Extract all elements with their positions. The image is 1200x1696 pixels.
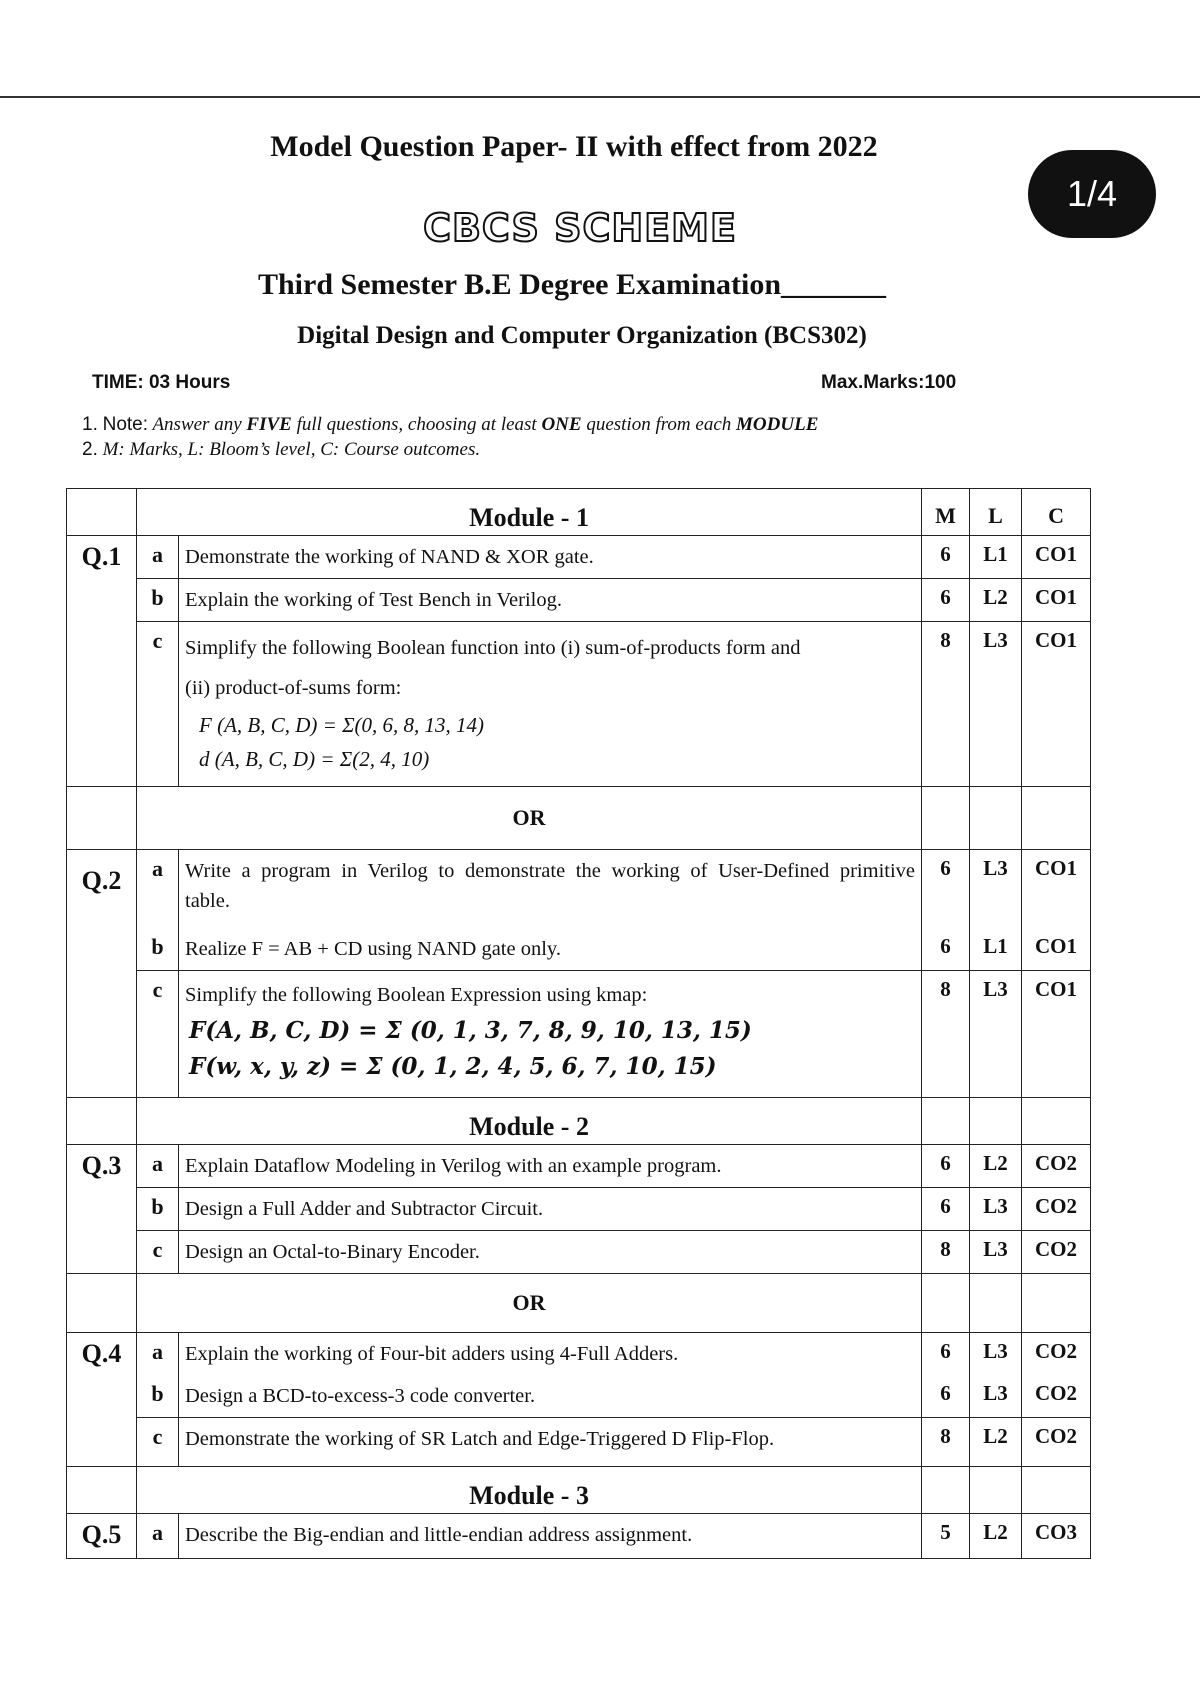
course-outcome: CO2 [1022,1333,1091,1376]
empty-cell [970,1274,1022,1333]
module-header-row [67,1467,1091,1514]
subquestion-letter: b [137,579,179,622]
course-outcome: CO1 [1022,922,1091,971]
marks: 6 [922,1375,970,1418]
max-marks: Max.Marks:100 [821,372,957,393]
marks: 8 [922,1418,970,1467]
question-row [67,850,1091,923]
marks: 6 [922,579,970,622]
subquestion-letter: b [137,1375,179,1418]
exam-duration: TIME: 03 Hours [92,372,231,393]
question-text: Write a program in Verilog to demonstrate the working of User-Defined primitive table. [179,850,922,923]
question-row [67,1231,1091,1274]
question-text: Simplify the following Boolean Expression using kmap: [185,984,648,1006]
module-header-row [67,489,1091,536]
question-row [67,1418,1091,1467]
subquestion-letter: a [137,1333,179,1376]
note-text: Answer any [152,414,242,435]
top-rule [0,96,1200,98]
marks: 8 [922,971,970,1098]
course-outcome: CO2 [1022,1188,1091,1231]
empty-cell [67,1098,137,1145]
question-row [67,1333,1091,1376]
blooms-level: L3 [970,1333,1022,1376]
question-text-block [179,622,922,787]
empty-cell [1022,787,1091,850]
question-table [66,488,1091,1559]
page-indicator-badge: 1/4 [1028,150,1156,238]
course-outcome: CO1 [1022,971,1091,1098]
note-2 [82,439,480,461]
blooms-level: L3 [970,622,1022,787]
paper-title: Model Question Paper- II with effect from 2022 [270,130,878,163]
question-row [67,1375,1091,1418]
note-text: question from each [586,414,732,435]
marks: 8 [922,1231,970,1274]
note-text: full questions, choosing at least [296,414,537,435]
empty-cell [1022,1274,1091,1333]
blooms-level: L3 [970,971,1022,1098]
note-emphasis: MODULE [736,414,819,435]
blooms-level: L2 [970,579,1022,622]
blooms-level: L2 [970,1514,1022,1559]
course-outcome: CO2 [1022,1231,1091,1274]
or-row [67,787,1091,850]
marks: 5 [922,1514,970,1559]
question-text: Demonstrate the working of NAND & XOR gate. [179,536,922,579]
course-outcome: CO2 [1022,1418,1091,1467]
question-text: Demonstrate the working of SR Latch and Edge-Triggered D Flip-Flop. [179,1418,922,1467]
marks: 6 [922,850,970,923]
subject-title: Digital Design and Computer Organization (BCS302) [297,322,867,349]
marks: 6 [922,1333,970,1376]
question-row [67,1514,1091,1559]
subquestion-letter: c [137,1231,179,1274]
module-title: Module - 2 [137,1098,922,1145]
marks: 8 [922,622,970,787]
note-number: 1. [82,414,98,435]
empty-cell [922,1467,970,1514]
blooms-level: L1 [970,922,1022,971]
subquestion-letter: c [137,971,179,1098]
blooms-level: L3 [970,1375,1022,1418]
marks: 6 [922,536,970,579]
empty-cell [922,1274,970,1333]
equation: F(w, x, y, z) = Σ (0, 1, 2, 4, 5, 6, 7, 10, 15) [189,1053,717,1080]
course-outcome: CO1 [1022,579,1091,622]
subquestion-letter: c [137,1418,179,1467]
question-text: Realize F = AB + CD using NAND gate only. [179,922,922,971]
or-label: OR [137,1274,922,1333]
note-text: M: Marks, L: Bloom’s level, C: Course outcomes. [102,439,481,460]
question-text: Explain Dataflow Modeling in Verilog with an example program. [179,1145,922,1188]
subquestion-letter: a [137,536,179,579]
marks: 6 [922,922,970,971]
question-text: Design a Full Adder and Subtractor Circuit. [179,1188,922,1231]
question-text: Describe the Big-endian and little-endian address assignment. [179,1514,922,1559]
question-row [67,1145,1091,1188]
course-outcome: CO3 [1022,1514,1091,1559]
blooms-level: L2 [970,1418,1022,1467]
empty-cell [922,1098,970,1145]
course-outcome: CO1 [1022,536,1091,579]
empty-cell [1022,1467,1091,1514]
question-row [67,1188,1091,1231]
question-row [67,971,1091,1098]
scheme-label: CBCS SCHEME [423,206,737,250]
or-label: OR [137,787,922,850]
empty-cell [1022,1098,1091,1145]
equation: d (A, B, C, D) = Σ(2, 4, 10) [199,747,430,771]
note-emphasis: FIVE [246,414,292,435]
module-title: Module - 3 [137,1467,922,1514]
question-number: Q.3 [67,1145,137,1274]
empty-cell [970,1098,1022,1145]
empty-cell [67,1467,137,1514]
note-number: 2. [82,439,98,460]
empty-cell [67,1274,137,1333]
subquestion-letter: a [137,850,179,923]
blooms-level: L3 [970,850,1022,923]
empty-cell [67,787,137,850]
marks: 6 [922,1188,970,1231]
course-outcome: CO2 [1022,1375,1091,1418]
question-number: Q.4 [67,1333,137,1467]
question-text: Explain the working of Four-bit adders using 4-Full Adders. [179,1333,922,1376]
equation: F (A, B, C, D) = Σ(0, 6, 8, 13, 14) [199,713,485,737]
column-header-m: M [922,489,970,536]
question-text: Design a BCD-to-excess-3 code converter. [179,1375,922,1418]
question-number: Q.2 [67,850,137,1098]
course-outcome: CO1 [1022,622,1091,787]
blooms-level: L3 [970,1231,1022,1274]
equation: F(A, B, C, D) = Σ (0, 1, 3, 7, 8, 9, 10, 13, 15) [189,1017,752,1044]
question-number: Q.5 [67,1514,137,1559]
empty-cell [922,787,970,850]
subquestion-letter: c [137,622,179,787]
column-header-l: L [970,489,1022,536]
empty-cell [970,787,1022,850]
empty-cell [970,1467,1022,1514]
note-lead: Note: [102,414,149,435]
or-row [67,1274,1091,1333]
blooms-level: L2 [970,1145,1022,1188]
column-header-c: C [1022,489,1091,536]
question-text: Design an Octal-to-Binary Encoder. [179,1231,922,1274]
empty-cell [67,489,137,536]
note-1 [82,414,818,436]
question-text: (ii) product-of-sums form: [185,677,402,699]
question-row [67,922,1091,971]
question-text: Explain the working of Test Bench in Verilog. [179,579,922,622]
question-number: Q.1 [67,536,137,787]
note-emphasis: ONE [541,414,582,435]
question-row [67,579,1091,622]
exam-title: Third Semester B.E Degree Examination_______ [257,268,887,301]
question-row [67,536,1091,579]
course-outcome: CO1 [1022,850,1091,923]
subquestion-letter: b [137,1188,179,1231]
blooms-level: L3 [970,1188,1022,1231]
subquestion-letter: b [137,922,179,971]
question-text: Simplify the following Boolean function into (i) sum-of-products form and [185,637,801,659]
subquestion-letter: a [137,1145,179,1188]
subquestion-letter: a [137,1514,179,1559]
question-row [67,622,1091,787]
module-title: Module - 1 [137,489,922,536]
course-outcome: CO2 [1022,1145,1091,1188]
marks: 6 [922,1145,970,1188]
module-header-row [67,1098,1091,1145]
blooms-level: L1 [970,536,1022,579]
question-text-block [179,971,922,1098]
